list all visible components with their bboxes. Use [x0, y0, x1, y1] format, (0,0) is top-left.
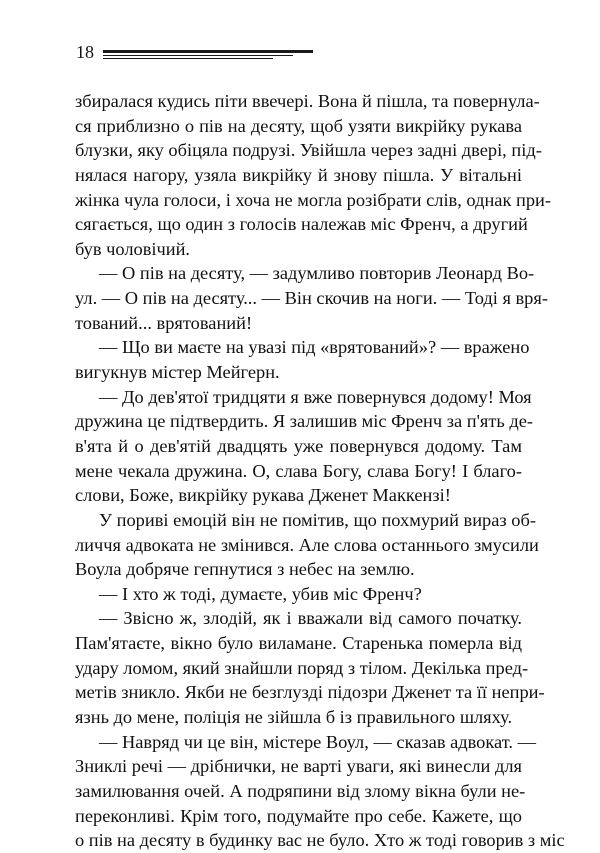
text-line: — Що ви маєте на увазі під «врятований»? — вражено	[99, 337, 530, 358]
text-line: слови, Боже, викрійку рукава Дженет Маккензі!	[75, 485, 451, 506]
text-line: — До дев'ятої тридцяти я вже повернувся додому! Моя	[99, 386, 532, 407]
text-line: — І хто ж тоді, думаєте, убив міс Френч?	[99, 583, 422, 604]
text-line: удару ломом, який знайшли поряд з тілом. Декілька пред-	[75, 657, 529, 678]
text-line: блузки, яку обіцяла подрузі. Увійшла через задні двері, під-	[75, 140, 542, 161]
text-line: язнь до мене, поліція не зійшла б із правильного шляху.	[75, 707, 513, 728]
header-rule-thin	[103, 55, 293, 56]
text-line: У пориві емоцій він не помітив, що похмурий вираз об-	[99, 509, 536, 530]
text-line: замилювання очей. А подряпини від злому вікна були не-	[75, 780, 526, 801]
page-number: 18	[76, 42, 94, 62]
text-line: метів зникло. Якби не безглузді підозри Дженет та її непри-	[75, 682, 545, 703]
text-line: нялася нагору, узяла викрійку й знову пішла. У вітальні	[75, 164, 522, 185]
text-line: — Звісно ж, злодій, як і вважали від самого початку.	[99, 608, 522, 629]
body-text	[75, 89, 565, 853]
text-line: збиралася кудись піти ввечері. Вона й пішла, та повернула-	[75, 91, 540, 111]
text-line: о пів на десяту в будинку вас не було. Хто ж тоді говорив з міс	[75, 830, 565, 851]
text-line: ся приблизно о пів на десяту, щоб узяти викрійку рукава	[75, 115, 522, 136]
text-line: — О пів на десяту, — задумливо повторив Леонард Во-	[99, 263, 535, 284]
text-line: ул. — О пів на десяту... — Він скочив на ноги. — Тоді я вря-	[75, 288, 548, 309]
text-line: переконливі. Крім того, подумайте про себе. Кажете, що	[75, 805, 522, 826]
text-line: — Навряд чи це він, містере Воул, — сказав адвокат. —	[99, 731, 536, 752]
text-line: тований... врятований!	[75, 312, 253, 333]
header-rule-thick	[103, 50, 313, 53]
header-rule-thin	[103, 58, 273, 59]
text-line: вигукнув містер Мейгерн.	[75, 362, 280, 383]
page-header	[76, 40, 316, 70]
text-line: в'ята й о дев'ятій двадцять уже повернувся додому. Там	[75, 435, 522, 456]
text-line: був чоловічий.	[75, 238, 191, 259]
text-line: сягається, що один з голосів належав міс Френч, а другий	[75, 214, 528, 235]
text-line: личчя адвоката не змінився. Але слова останнього змусили	[75, 534, 539, 555]
text-line: жінка чула голоси, і хоча не могла розібрати слів, однак при-	[75, 189, 551, 210]
text-line: мене чекала дружина. О, слава Богу, слава Богу! І благо-	[75, 460, 522, 481]
text-line: дружина це підтвердить. Я залишив міс Френч за п'ять де-	[75, 411, 534, 432]
text-line: Воула добряче гепнутися з небес на землю.	[75, 559, 415, 580]
text-line: Зниклі речі — дрібнички, не варті уваги, які винесли для	[75, 756, 522, 777]
text-line: Пам'ятаєте, вікно було виламане. Старенька померла від	[75, 633, 522, 654]
